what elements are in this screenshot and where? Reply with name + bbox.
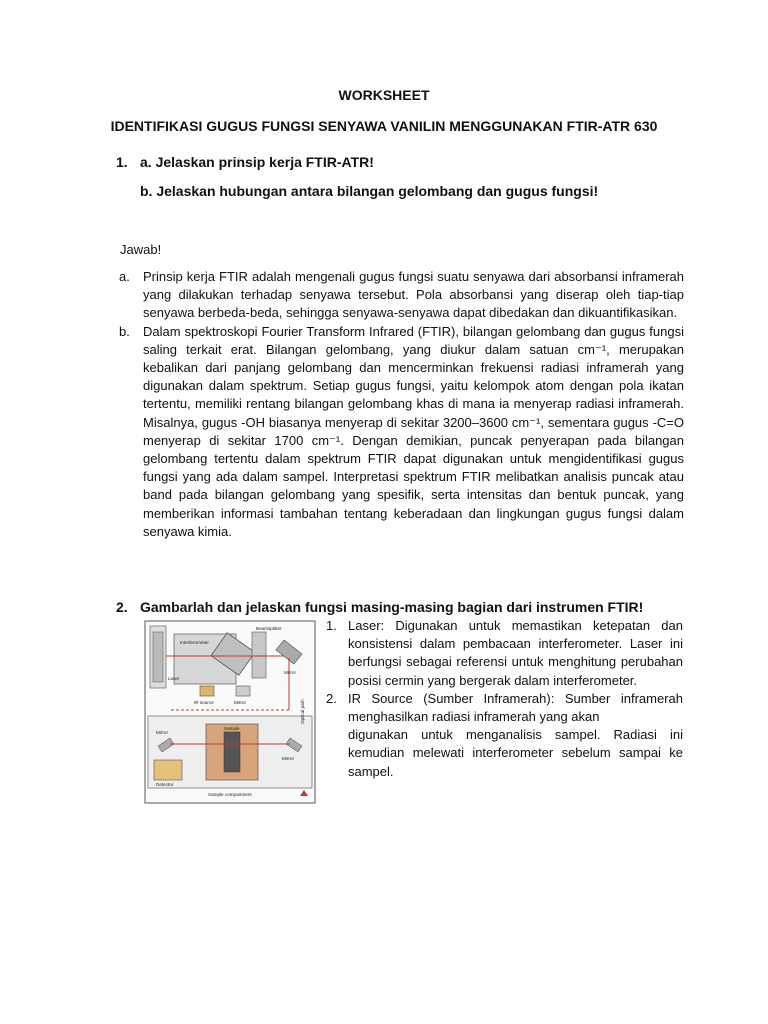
- mirror-mid-shape: [236, 686, 250, 696]
- answer-item-a: [118, 268, 684, 323]
- answer-item-a-text: Prinsip kerja FTIR adalah mengenali gugus fungsi suatu senyawa dari absorbansi inframerah yang dilakukan terhadap senyawa tersebut. Pola absorbansi yang diserap oleh tiap-tiap senyawa berbeda-beda, sehingga senyawa-senyawa dapat dibedakan dan dikuantifikasikan.: [143, 269, 684, 321]
- detector-shape: [154, 760, 182, 780]
- ir-source-shape: [200, 686, 214, 696]
- label-sample-compartment: Sample compartment: [208, 792, 252, 797]
- question-1b: b. Jelaskan hubungan antara bilangan gelombang dan gugus fungsi!: [140, 183, 599, 199]
- sample-cell: [224, 732, 240, 772]
- question-1a: a. Jelaskan prinsip kerja FTIR-ATR!: [140, 154, 374, 170]
- label-detector: Detector: [156, 782, 174, 787]
- laser-tube: [153, 632, 163, 682]
- instrument-parts-list: [326, 617, 683, 781]
- label-sample: Sample: [224, 726, 240, 731]
- answer-item-a-marker: a.: [119, 269, 130, 284]
- label-mirror-right: Mirror: [282, 756, 294, 761]
- instrument-part-2-marker: 2.: [326, 690, 337, 706]
- label-laser: Laser: [168, 676, 180, 681]
- instrument-part-1-text: Laser: Digunakan untuk memastikan ketepatan dan konsistensi dalam pembacaan interferometer. Laser ini berfungsi sebagai referensi untuk menghitung perubahan posisi cermin yang bergerak dalam interferometer.: [348, 618, 683, 688]
- label-optical-path: Optical path: [300, 699, 305, 724]
- label-mirror-left: Mirror: [156, 730, 168, 735]
- ftir-instrument-diagram: [144, 620, 316, 804]
- instrument-part-2: [326, 690, 683, 781]
- label-mirror-top: Mirror: [284, 670, 296, 675]
- question-2-number: 2.: [116, 599, 128, 615]
- interferometer-end: [252, 632, 266, 678]
- label-mirror-mid: Mirror: [234, 700, 246, 705]
- instrument-part-2-text: IR Source (Sumber Inframerah): Sumber inframerah menghasilkan radiasi inframerah yang akan: [348, 690, 683, 725]
- answer-list: [118, 268, 684, 541]
- question-2-text: Gambarlah dan jelaskan fungsi masing-masing bagian dari instrumen FTIR!: [140, 599, 644, 615]
- answer-item-b-text: Dalam spektroskopi Fourier Transform Infrared (FTIR), bilangan gelombang dan gugus fungsi saling terkait erat. Bilangan gelombang, yang diukur dalam satuan cm⁻¹, merupakan kebalikan dari panjang gelombang dan mencerminkan frekuensi radiasi inframerah yang digunakan dalam spektrum. Setiap gugus fungsi, yaitu kelompok atom dengan pola ikatan tertentu, memiliki rentang bilangan gelombang khas di mana ia menyerap radiasi inframerah. Misalnya, gugus -OH biasanya menyerap di sekitar 3200–3600 cm⁻¹, sementara gugus -C=O menyerap di sekitar 1700 cm⁻¹. Dengan demikian, puncak penyerapan pada bilangan gelombang tertentu dalam spektrum FTIR dapat digunakan untuk mengidentifikasi gugus fungsi yang ada dalam sampel. Interpretasi spektrum FTIR melibatkan analisis puncak atau band pada bilangan gelombang yang spesifik, serta intensitas dan bentuk puncak, yang memberikan informasi tambahan tentang keberadaan dan lingkungan gugus fungsi dalam senyawa kimia.: [143, 323, 684, 539]
- instrument-part-1: [326, 617, 683, 690]
- instrument-part-1-marker: 1.: [326, 618, 337, 633]
- answer-item-b-marker: b.: [119, 323, 130, 339]
- label-interferometer: Interferometer: [180, 640, 209, 645]
- label-ir-source: IR source: [194, 700, 214, 705]
- question-1-number: 1.: [116, 154, 128, 170]
- worksheet-title: WORKSHEET: [338, 87, 430, 103]
- answer-label: Jawab!: [120, 242, 162, 257]
- instrument-part-2-continuation: digunakan untuk menganalisis sampel. Radiasi ini kemudian melewati interferometer sebelum sampai ke sampel.: [348, 727, 683, 779]
- worksheet-subtitle: IDENTIFIKASI GUGUS FUNGSI SENYAWA VANILIN MENGGUNAKAN FTIR-ATR 630: [110, 118, 658, 134]
- answer-item-b: [118, 323, 684, 541]
- label-beamsplitter: Beamsplitter: [256, 626, 282, 631]
